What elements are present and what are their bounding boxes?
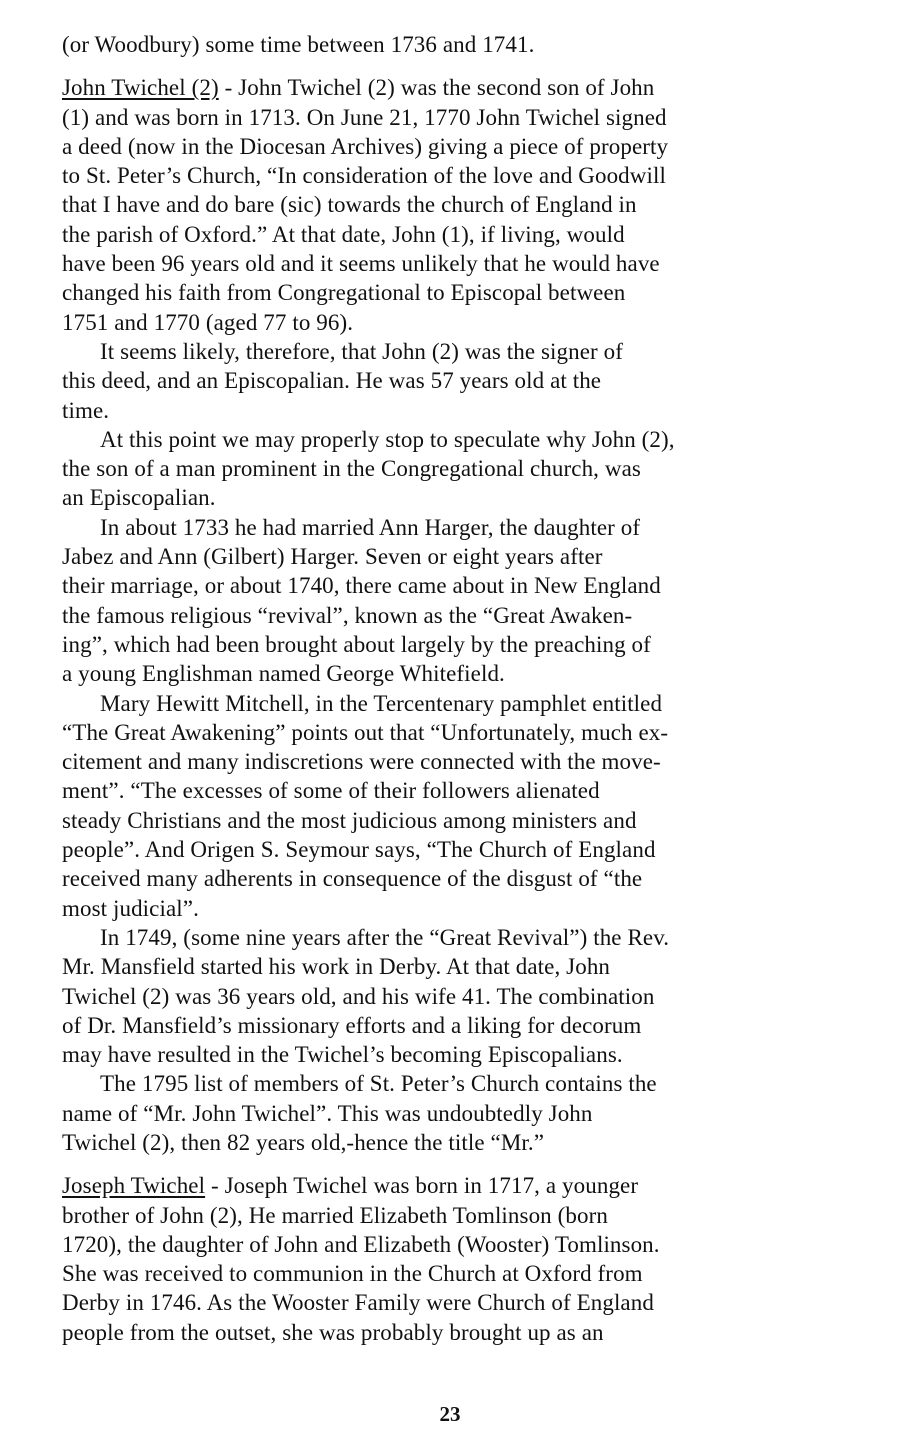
joseph-twichel-section xyxy=(62,1171,862,1347)
text-line: a young Englishman named George Whitefield. xyxy=(62,661,505,687)
paragraph xyxy=(62,425,862,513)
text-line: ing”, which had been brought about largely by the preaching of xyxy=(62,631,651,657)
text-line: citement and many indiscretions were connected with the move- xyxy=(62,749,661,775)
text-line: the famous religious “revival”, known as the “Great Awaken- xyxy=(62,602,633,628)
text-line xyxy=(62,1171,862,1200)
text-line: “The Great Awakening” points out that “Unfortunately, much ex- xyxy=(62,719,669,745)
text-line-tail: - Joseph Twichel was born in 1717, a younger xyxy=(205,1173,639,1199)
text-line: Derby in 1746. As the Wooster Family were Church of England xyxy=(62,1290,654,1316)
text-line: that I have and do bare (sic) towards the church of England in xyxy=(62,192,637,218)
text-line: The 1795 list of members of St. Peter’s Church contains the xyxy=(100,1071,657,1097)
text-line: (1) and was born in 1713. On June 21, 1770 John Twichel signed xyxy=(62,104,667,130)
text-line: received many adherents in consequence of the disgust of “the xyxy=(62,866,643,892)
paragraph xyxy=(62,337,862,425)
text-line-tail: - John Twichel (2) was the second son of John xyxy=(218,75,655,101)
text-line: to St. Peter’s Church, “In consideration of the love and Goodwill xyxy=(62,163,666,189)
text-line: a deed (now in the Diocesan Archives) giving a piece of property xyxy=(62,133,669,159)
text-line: the son of a man prominent in the Congregational church, was xyxy=(62,456,641,482)
text-line: people from the outset, she was probably brought up as an xyxy=(62,1319,604,1345)
section-heading-john-twichel-2: John Twichel (2) xyxy=(62,75,219,101)
text-line: 1751 and 1770 (aged 77 to 96). xyxy=(62,309,354,335)
section-heading-joseph-twichel: Joseph Twichel xyxy=(62,1173,206,1199)
paragraph xyxy=(62,923,862,1069)
text-line: name of “Mr. John Twichel”. This was undoubtedly John xyxy=(62,1100,593,1126)
text-line: Mr. Mansfield started his work in Derby. At that date, John xyxy=(62,954,611,980)
text-line: steady Christians and the most judicious among ministers and xyxy=(62,807,637,833)
text-line: In 1749, (some nine years after the “Great Revival”) the Rev. xyxy=(100,924,670,950)
text-line: this deed, and an Episcopalian. He was 57 years old at the xyxy=(62,368,602,394)
text-line: Jabez and Ann (Gilbert) Harger. Seven or eight years after xyxy=(62,544,603,570)
page-number: 23 xyxy=(439,1402,461,1426)
paragraph xyxy=(62,513,862,689)
paragraph xyxy=(62,689,862,923)
text-line: Twichel (2), then 82 years old,-hence the title “Mr.” xyxy=(62,1129,545,1155)
text-line: brother of John (2), He married Elizabeth Tomlinson (born xyxy=(62,1202,608,1228)
text-line: may have resulted in the Twichel’s becoming Episcopalians. xyxy=(62,1042,623,1068)
john-twichel-2-section xyxy=(62,73,862,337)
text-line: the parish of Oxford.” At that date, John (1), if living, would xyxy=(62,221,625,247)
text-line xyxy=(62,73,862,102)
text-line: In about 1733 he had married Ann Harger, the daughter of xyxy=(100,514,641,540)
text-line: It seems likely, therefore, that John (2) was the signer of xyxy=(100,338,624,364)
text-line: time. xyxy=(62,397,110,423)
text-line: people”. And Origen S. Seymour says, “The Church of England xyxy=(62,837,656,863)
text-line: 1720), the daughter of John and Elizabeth (Wooster) Tomlinson. xyxy=(62,1231,660,1257)
text-line: their marriage, or about 1740, there came about in New England xyxy=(62,573,661,599)
text-line: of Dr. Mansfield’s missionary efforts and a liking for decorum xyxy=(62,1012,642,1038)
paragraph xyxy=(62,1069,862,1157)
text-line: most judicial”. xyxy=(62,895,199,921)
intro-text xyxy=(62,30,862,59)
text-line: have been 96 years old and it seems unlikely that he would have xyxy=(62,251,660,277)
text-line: At this point we may properly stop to speculate why John (2), xyxy=(100,426,675,452)
text-line: (or Woodbury) some time between 1736 and 1741. xyxy=(62,32,535,57)
text-line: an Episcopalian. xyxy=(62,485,216,511)
text-line: She was received to communion in the Church at Oxford from xyxy=(62,1261,643,1287)
text-line: Twichel (2) was 36 years old, and his wife 41. The combination xyxy=(62,983,655,1009)
text-line: changed his faith from Congregational to Episcopal between xyxy=(62,280,626,306)
text-line: ment”. “The excesses of some of their followers alienated xyxy=(62,778,600,804)
text-line: Mary Hewitt Mitchell, in the Tercentenary pamphlet entitled xyxy=(100,690,663,716)
